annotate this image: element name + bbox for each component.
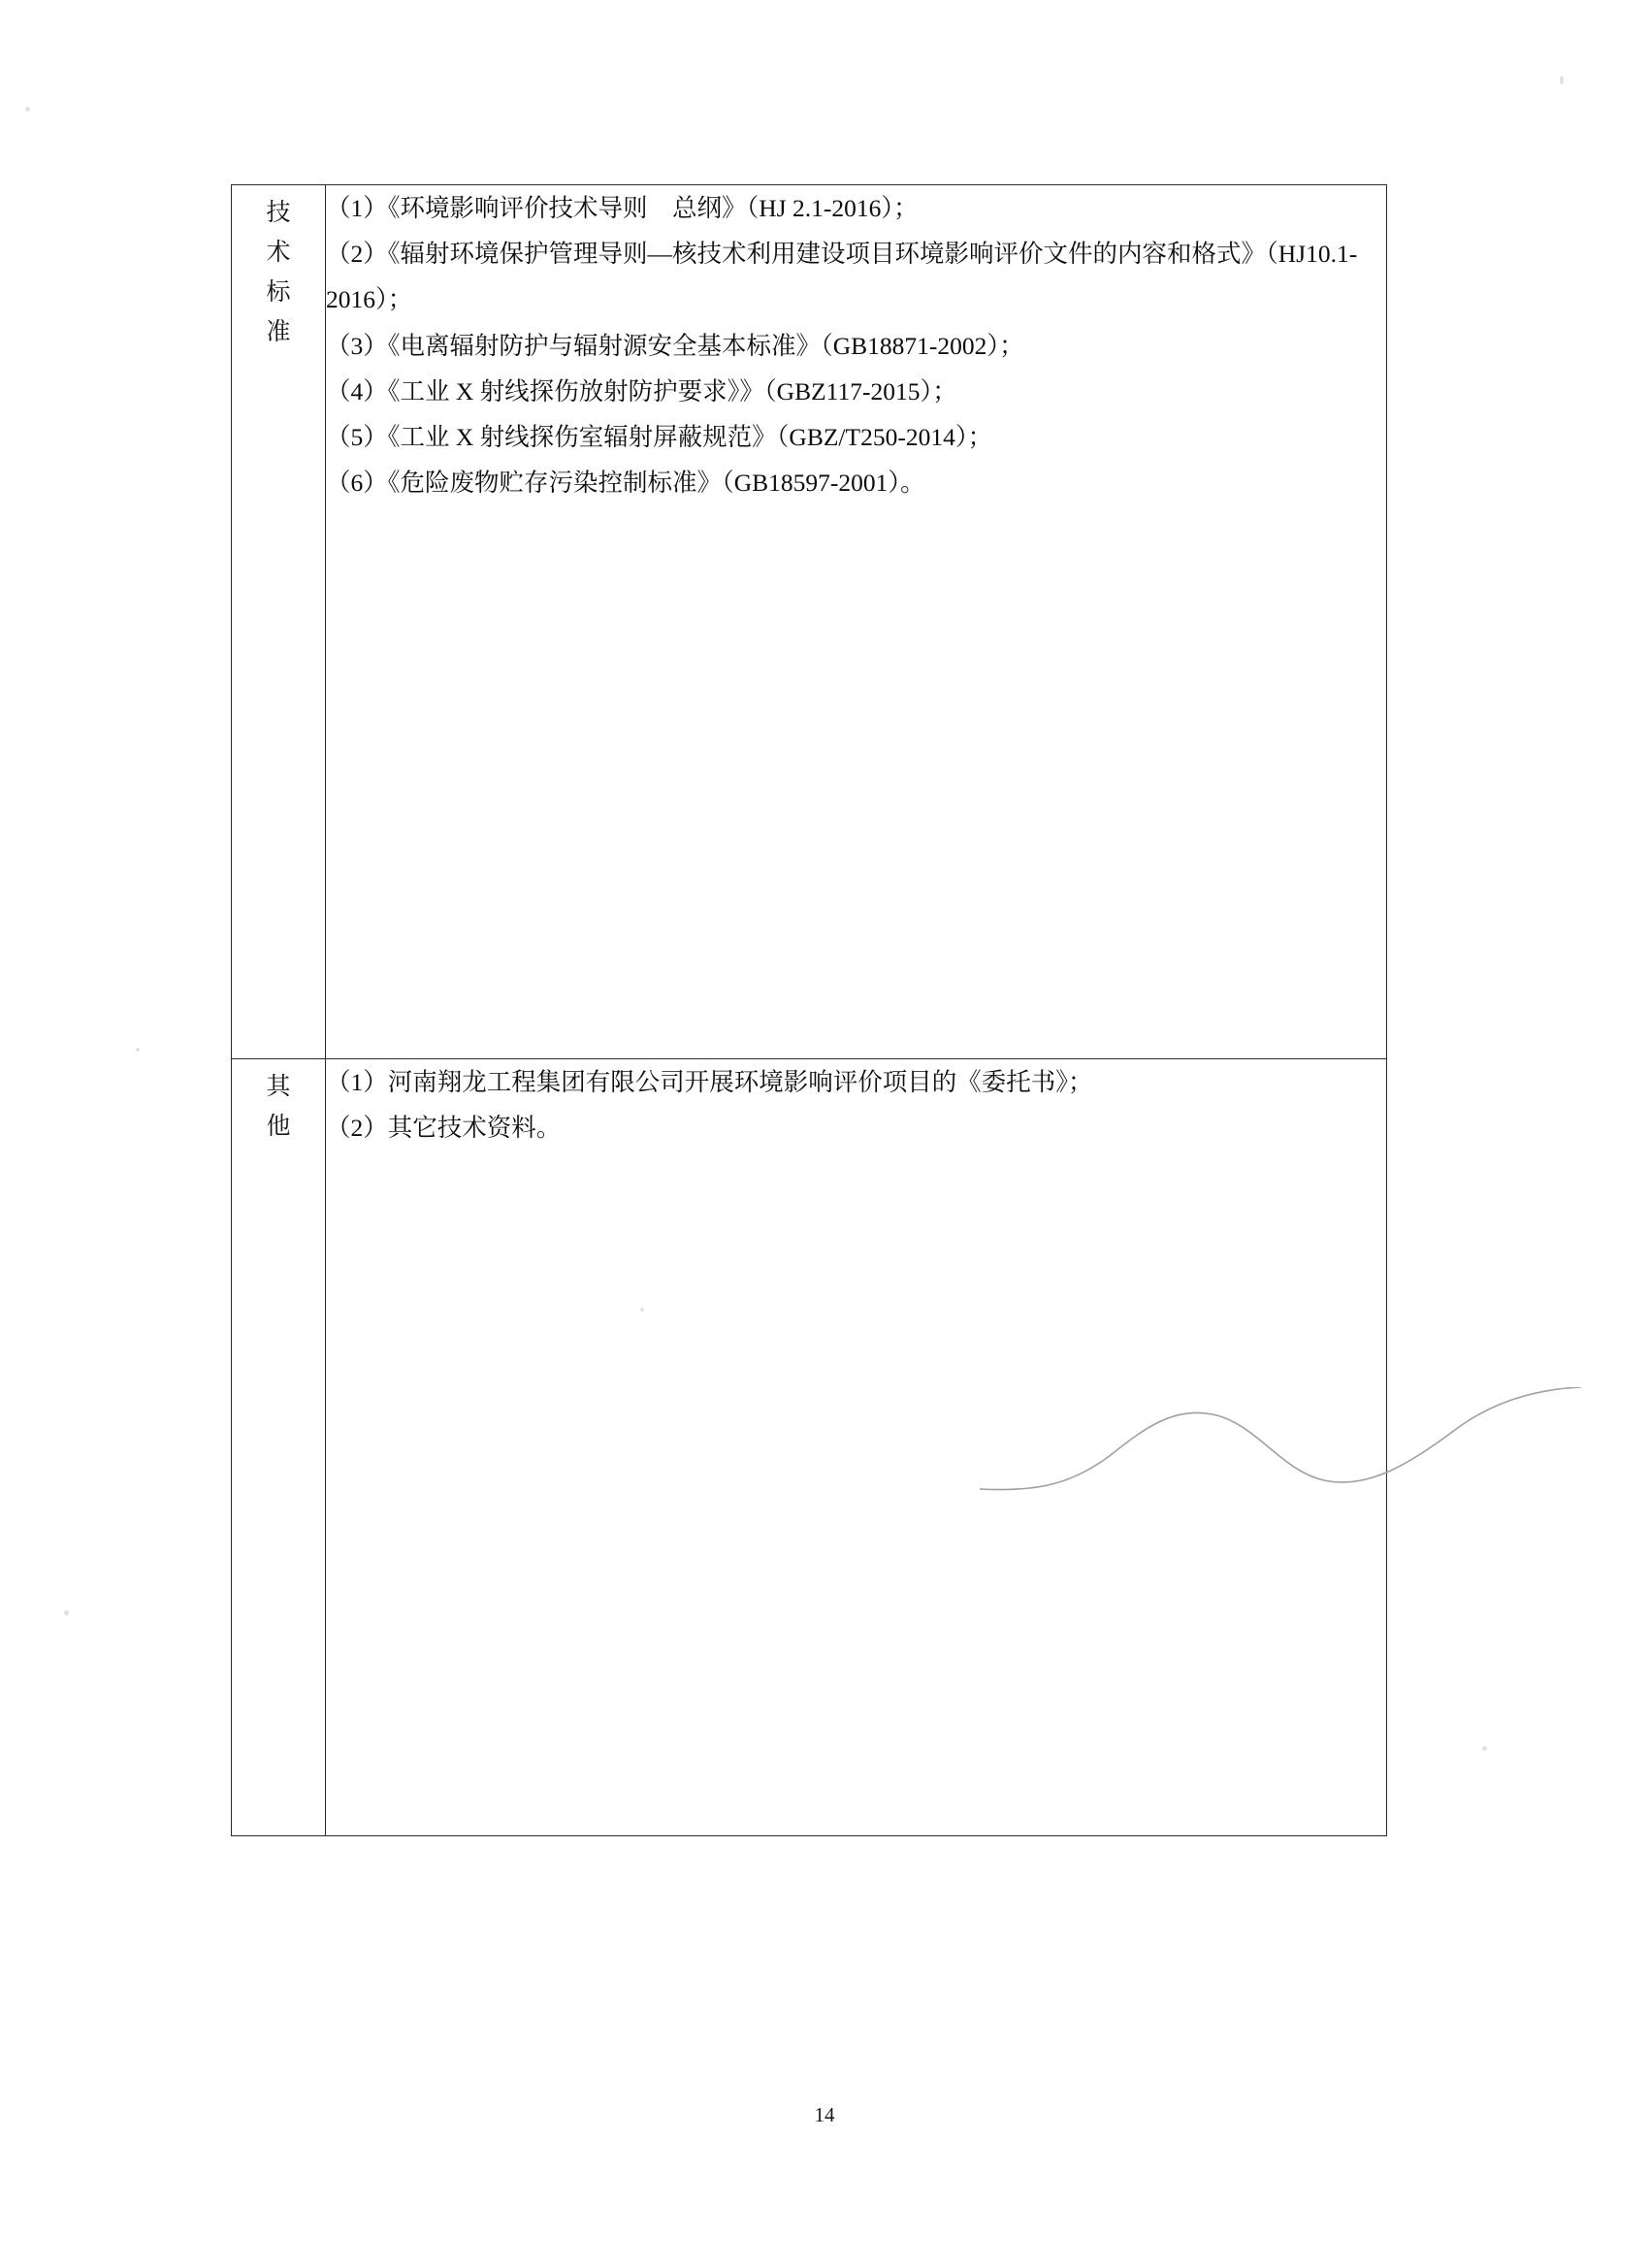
list-item: （3）《电离辐射防护与辐射源安全基本标准》（GB18871-2002）； bbox=[326, 331, 1024, 360]
scan-speck bbox=[136, 1048, 140, 1052]
row-label-char: 术 bbox=[266, 240, 291, 266]
list-item: （2）其它技术资料。 bbox=[326, 1114, 562, 1143]
scan-speck bbox=[64, 1610, 69, 1615]
list-item: （2）《辐射环境保护管理导则—核技术利用建设项目环境影响评价文件的内容和格式》（HJ10.1-2016）； bbox=[326, 240, 1358, 314]
scan-speck bbox=[1560, 76, 1564, 84]
row-label-char: 他 bbox=[266, 1114, 291, 1140]
row-content-other bbox=[326, 1059, 1387, 1836]
list-item: （1）河南翔龙工程集团有限公司开展环境影响评价项目的《委托书》； bbox=[326, 1068, 1093, 1096]
list-item: （1）《环境影响评价技术导则 总纲》（HJ 2.1-2016）； bbox=[326, 194, 919, 222]
list-item: （4）《工业 X 射线探伤放射防护要求》》（GBZ117-2015）； bbox=[326, 376, 957, 405]
row-label-char: 标 bbox=[266, 279, 291, 306]
row-label-char: 技 bbox=[266, 200, 291, 226]
requirements-table bbox=[231, 184, 1387, 1836]
list-item: （5）《工业 X 射线探伤室辐射屏蔽规范》（GBZ/T250-2014）； bbox=[326, 422, 993, 451]
row-label-technical-standards bbox=[232, 185, 326, 1059]
page-number: 14 bbox=[814, 2103, 835, 2126]
row-content-technical-standards bbox=[326, 185, 1387, 1059]
row-label-char: 其 bbox=[266, 1074, 291, 1100]
scan-speck bbox=[25, 107, 30, 112]
row-label-char: 准 bbox=[266, 319, 291, 345]
table-row bbox=[232, 185, 1387, 1059]
list-item: （6）《危险废物贮存污染控制标准》（GB18597-2001）。 bbox=[326, 469, 925, 498]
row-label-other bbox=[232, 1059, 326, 1836]
table-row bbox=[232, 1059, 1387, 1836]
scan-speck bbox=[1482, 1746, 1487, 1751]
